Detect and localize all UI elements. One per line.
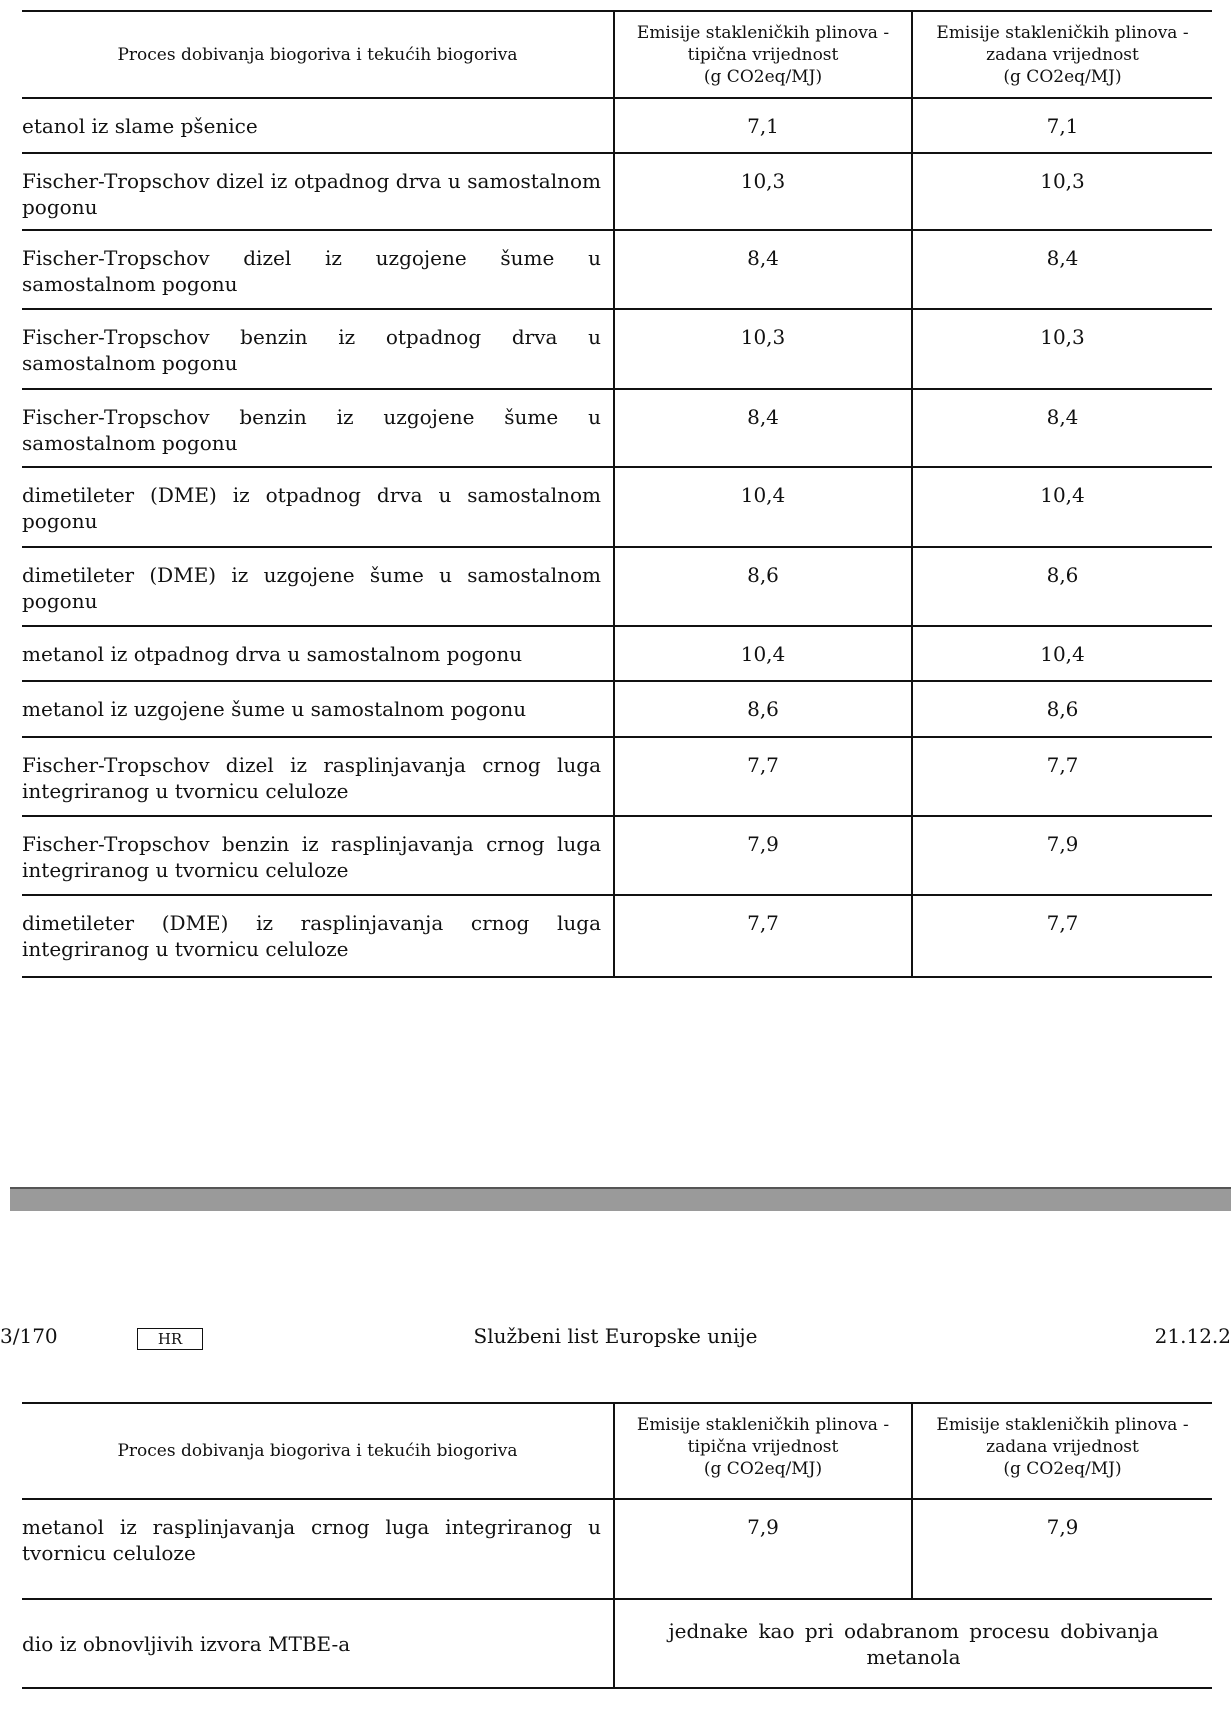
default-value-cell: 10,4: [912, 626, 1212, 681]
default-value-cell: 7,9: [912, 1499, 1212, 1599]
default-value-cell: 10,3: [912, 153, 1212, 230]
typical-value-column-header: Emisije stakleničkih plinova - tipična vrijednost (g CO2eq/MJ): [614, 11, 912, 98]
default-value-cell: 7,9: [912, 816, 1212, 895]
emissions-table-2: [22, 1402, 1212, 1689]
table-row: [22, 816, 1212, 895]
process-cell: etanol iz slame pšenice: [22, 114, 258, 138]
default-value-cell: 8,4: [912, 389, 1212, 467]
process-cell: Fischer-Tropschov benzin iz rasplinjavanja crnog luga integriranog u tvornicu celuloze: [22, 832, 601, 882]
table-row: [22, 309, 1212, 389]
table-row: [22, 681, 1212, 737]
default-value-cell: 7,7: [912, 737, 1212, 816]
table-row: [22, 626, 1212, 681]
table-row: [22, 895, 1212, 977]
typical-value-cell: 7,1: [614, 98, 912, 153]
merged-value-cell: jednake kao pri odabranom procesu dobivanja metanola: [614, 1599, 1212, 1688]
default-value-column-header: Emisije stakleničkih plinova - zadana vrijednost (g CO2eq/MJ): [912, 1403, 1212, 1499]
process-cell: Fischer-Tropschov benzin iz otpadnog drva u samostalnom pogonu: [22, 325, 601, 375]
table-row: [22, 153, 1212, 230]
process-column-header: Proces dobivanja biogoriva i tekućih biogoriva: [117, 44, 518, 65]
table-row: [22, 467, 1212, 547]
table-row: [22, 1499, 1212, 1599]
process-cell: dimetileter (DME) iz uzgojene šume u samostalnom pogonu: [22, 563, 601, 613]
process-cell: Fischer-Tropschov dizel iz rasplinjavanja crnog luga integriranog u tvornicu celuloze: [22, 753, 601, 803]
process-cell: dimetileter (DME) iz otpadnog drva u samostalnom pogonu: [22, 483, 601, 533]
typical-value-cell: 8,6: [614, 681, 912, 737]
default-value-cell: 8,6: [912, 681, 1212, 737]
typical-value-cell: 10,3: [614, 309, 912, 389]
publication-date: 21.12.2: [1154, 1324, 1231, 1348]
table-row: [22, 389, 1212, 467]
language-badge: HR: [137, 1328, 203, 1350]
table-row: [22, 230, 1212, 309]
default-value-cell: 8,4: [912, 230, 1212, 309]
table-row: [22, 547, 1212, 626]
typical-value-cell: 7,7: [614, 895, 912, 977]
typical-value-cell: 10,4: [614, 467, 912, 547]
page-separator: [10, 1187, 1231, 1211]
default-value-cell: 7,1: [912, 98, 1212, 153]
default-value-cell: 10,4: [912, 467, 1212, 547]
default-value-cell: 7,7: [912, 895, 1212, 977]
process-cell: Fischer-Tropschov benzin iz uzgojene šume u samostalnom pogonu: [22, 405, 601, 455]
typical-value-cell: 8,4: [614, 230, 912, 309]
journal-title: Službeni list Europske unije: [473, 1324, 758, 1348]
typical-value-cell: 7,9: [614, 816, 912, 895]
page-number: 3/170: [0, 1324, 58, 1348]
table-row: [22, 737, 1212, 816]
process-cell: Fischer-Tropschov dizel iz uzgojene šume u samostalnom pogonu: [22, 246, 601, 296]
table-row: [22, 98, 1212, 153]
typical-value-cell: 8,6: [614, 547, 912, 626]
process-cell: dimetileter (DME) iz rasplinjavanja crnog luga integriranog u tvornicu celuloze: [22, 911, 601, 961]
process-cell: metanol iz uzgojene šume u samostalnom pogonu: [22, 697, 527, 721]
emissions-table-1: [22, 10, 1212, 978]
page-header: [0, 1320, 1231, 1354]
default-value-column-header: Emisije stakleničkih plinova - zadana vrijednost (g CO2eq/MJ): [912, 11, 1212, 98]
typical-value-column-header: Emisije stakleničkih plinova - tipična vrijednost (g CO2eq/MJ): [614, 1403, 912, 1499]
table-row: [22, 1599, 1212, 1688]
typical-value-cell: 7,7: [614, 737, 912, 816]
typical-value-cell: 7,9: [614, 1499, 912, 1599]
process-cell: metanol iz otpadnog drva u samostalnom pogonu: [22, 642, 523, 666]
typical-value-cell: 10,4: [614, 626, 912, 681]
process-cell: dio iz obnovljivih izvora MTBE-a: [22, 1631, 351, 1656]
process-column-header: Proces dobivanja biogoriva i tekućih biogoriva: [117, 1441, 518, 1461]
process-cell: metanol iz rasplinjavanja crnog luga integriranog u tvornicu celuloze: [22, 1515, 601, 1565]
process-cell: Fischer-Tropschov dizel iz otpadnog drva u samostalnom pogonu: [22, 169, 601, 219]
default-value-cell: 10,3: [912, 309, 1212, 389]
typical-value-cell: 10,3: [614, 153, 912, 230]
table-header-row: [22, 11, 1212, 98]
typical-value-cell: 8,4: [614, 389, 912, 467]
table-header-row: [22, 1403, 1212, 1499]
default-value-cell: 8,6: [912, 547, 1212, 626]
